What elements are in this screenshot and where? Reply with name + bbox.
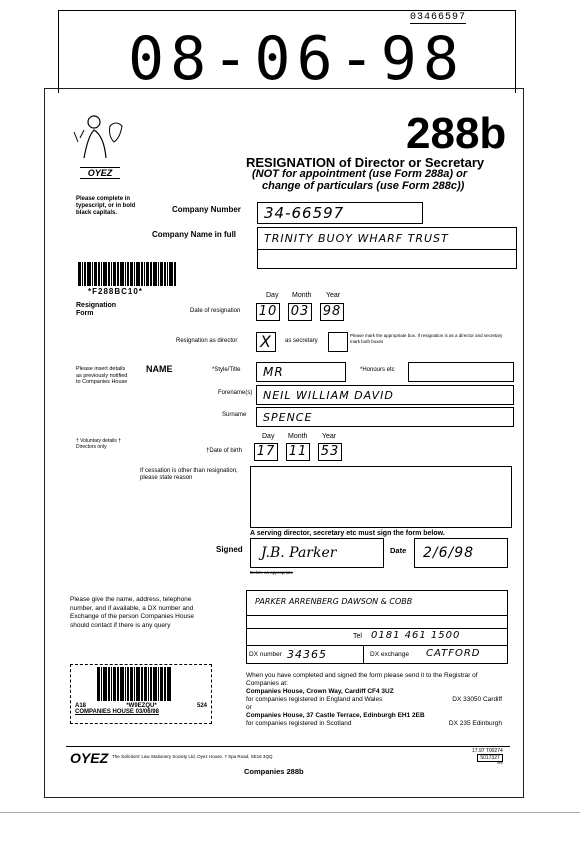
receipt-code-1: A18: [75, 703, 87, 709]
footer-ref: [472, 748, 503, 768]
company-name-label: Company Name in full: [152, 230, 237, 239]
cessation-reason-field[interactable]: [250, 466, 512, 528]
address-or: or: [246, 704, 252, 711]
receipt-code-2: *W9EZQU*: [126, 703, 157, 709]
dx-exchange-value: CATFORD: [426, 648, 481, 659]
resignation-as-director-label: Resignation as director: [176, 338, 238, 344]
company-name-value: TRINITY BUOY WHARF TRUST: [264, 232, 449, 245]
director-checkbox[interactable]: X: [256, 332, 276, 352]
form-subtitle-2: change of particulars (use Form 288c)): [262, 180, 465, 192]
name-section-label: NAME: [146, 364, 173, 374]
form-barcode: [78, 262, 204, 286]
insert-details-note: Please insert details as previously notified to Companies House: [76, 366, 128, 385]
forenames-value: NEIL WILLIAM DAVID: [263, 389, 394, 402]
page-bottom-edge: [0, 812, 580, 813]
res-month-header: Month: [292, 292, 312, 299]
dx-number-label: DX number: [249, 651, 282, 658]
dob-year-header: Year: [322, 433, 337, 440]
cessation-label: If cessation is other than resignation, please state reason: [140, 468, 238, 481]
form-subtitle-1: (NOT for appointment (use Form 288a) or: [252, 168, 468, 180]
style-title-label: *Style/Title: [212, 367, 241, 373]
res-month-field[interactable]: 03: [288, 303, 312, 321]
dob-year-field[interactable]: 53: [318, 443, 342, 461]
footer-logo: OYEZ: [70, 750, 109, 766]
company-number-value: 34-66597: [264, 204, 345, 222]
forenames-field[interactable]: [256, 385, 514, 405]
dx-number-value: 34365: [287, 648, 327, 661]
delete-note: Delete as appropriate: [250, 570, 294, 575]
dob-day-field[interactable]: 17: [254, 443, 278, 461]
signature-field[interactable]: [250, 538, 384, 568]
dob-month-field[interactable]: 11: [286, 443, 310, 461]
address-block: [246, 672, 502, 728]
dob-day-header: Day: [262, 433, 275, 440]
footer-stars: ***: [496, 762, 503, 768]
footer-publisher: The Solicitors' Law Stationery Society Ltd, Oyez House, 7 Spa Road, SE16 3QQ: [112, 754, 273, 759]
company-number-label: Company Number: [172, 205, 241, 214]
tel-value: 0181 461 1500: [371, 630, 461, 641]
sign-date-field[interactable]: [414, 538, 508, 568]
sign-date-value: 2/6/98: [423, 545, 475, 561]
signature-value: J.B. Parker: [261, 545, 337, 561]
style-title-value: MR: [263, 365, 284, 379]
company-number-stamp: 03466597: [410, 12, 467, 23]
res-day-field[interactable]: 10: [256, 303, 280, 321]
surname-value: SPENCE: [263, 411, 313, 424]
serving-note: A serving director, secretary etc must sign the form below.: [250, 530, 445, 537]
voluntary-note: † Voluntary details † Directors only: [76, 438, 122, 450]
edinburgh-desc: for companies registered in Scotland: [246, 720, 352, 727]
figures-logo-icon: [70, 112, 134, 162]
signed-label: Signed: [216, 545, 243, 554]
footer-ref-2: 5017327: [477, 754, 502, 762]
res-year-header: Year: [326, 292, 341, 299]
surname-label: Surname: [222, 412, 247, 418]
date-label: Date: [390, 546, 407, 555]
edinburgh-address: Companies House, 37 Castle Terrace, Edinburgh EH1 2EB: [246, 712, 425, 719]
as-secretary-label: as secretary: [285, 338, 318, 344]
footer-divider: [66, 746, 510, 747]
date-of-resignation-label: Date of resignation: [190, 308, 241, 314]
footer-form-name: Companies 288b: [244, 767, 304, 776]
dob-month-header: Month: [288, 433, 308, 440]
contact-note: Please give the name, address, telephone number, and if available, a DX number and Exchange of the person Companies House should contact if there is any query: [70, 596, 194, 629]
received-barcode: [70, 664, 212, 724]
address-intro: When you have completed and signed the form please send it to the Registrar of Companies at:: [246, 672, 478, 687]
contact-details-field[interactable]: [246, 590, 508, 664]
honours-field[interactable]: [408, 362, 514, 382]
receipt-code-num: 524: [196, 703, 207, 709]
contact-name-value: PARKER ARRENBERG DAWSON & COBB: [255, 597, 413, 606]
honours-label: *Honours etc: [360, 367, 395, 373]
company-number-field[interactable]: [257, 202, 423, 224]
form-barcode-label: *F288BC10*: [88, 287, 143, 296]
form-code: 288b: [406, 109, 507, 158]
res-day-header: Day: [266, 292, 279, 299]
surname-field[interactable]: [256, 407, 514, 427]
complete-note: Please complete in typescript, or in bold black capitals.: [76, 196, 136, 216]
resignation-form-note: Resignation Form: [76, 302, 117, 317]
oyez-logo: [70, 112, 134, 182]
dx-exchange-label: DX exchange: [370, 651, 410, 658]
received-date-stamp: 08-06-98: [128, 24, 465, 94]
date-of-birth-label: †Date of birth: [206, 448, 243, 454]
style-title-field[interactable]: [256, 362, 346, 382]
footer-ref-1: 17.97 T00274: [472, 748, 503, 754]
form-title: RESIGNATION of Director or Secretary: [246, 155, 485, 170]
logo-text: OYEZ: [80, 167, 120, 179]
receipt-stamp-text: COMPANIES HOUSE 03/06/98: [75, 709, 159, 715]
res-year-field[interactable]: 98: [320, 303, 344, 321]
edinburgh-dx: DX 235 Edinburgh: [448, 720, 502, 727]
cardiff-desc: for companies registered in England and Wales: [246, 696, 383, 703]
company-name-field[interactable]: [257, 227, 517, 269]
secretary-checkbox[interactable]: [328, 332, 348, 352]
cardiff-address: Companies House, Crown Way, Cardiff CF4 3UZ: [246, 688, 394, 695]
cardiff-dx: DX 33050 Cardiff: [452, 696, 502, 703]
forenames-label: Forename(s): [218, 390, 253, 396]
tel-label: Tel: [353, 633, 362, 640]
tick-note: Please mark the appropriate box. If resignation is as a director and secretary mark both boxes: [350, 333, 503, 344]
